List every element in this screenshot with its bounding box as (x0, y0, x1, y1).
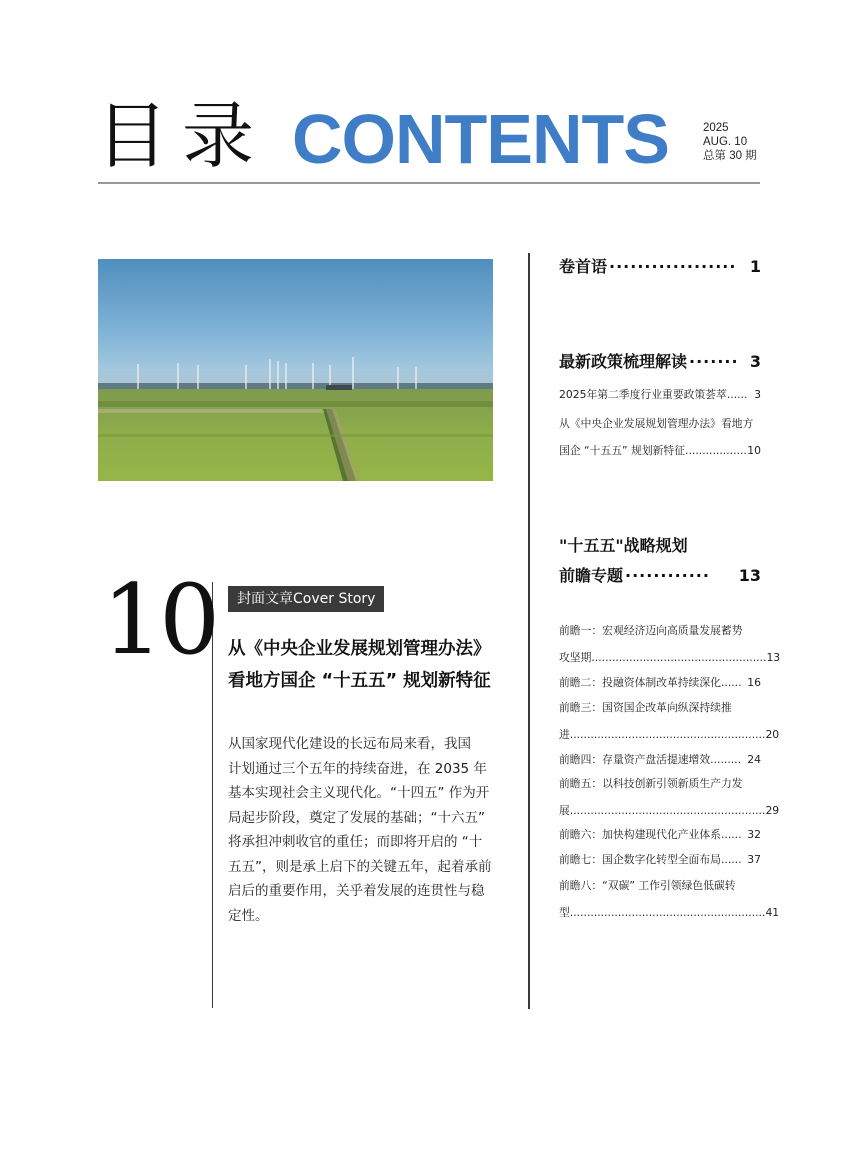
summary-line: 从国家现代化建设的长远布局来看，我国 (228, 736, 471, 752)
summary-line: 基本实现社会主义现代化。“十四五” 作为开 (228, 785, 490, 801)
toc-page-number: 13 (766, 651, 781, 664)
toc-item-strategy-1[interactable] (559, 624, 781, 665)
toc-page-number: 1 (749, 257, 761, 276)
toc-leader-dots: ......................................................... (569, 804, 766, 817)
toc-item-policy-1[interactable] (559, 388, 761, 402)
toc-item-label-line1: 前瞻一：宏观经济迈向高质量发展蓄势 (559, 624, 743, 637)
summary-line: 五五”，则是承上启下的关键五年，起着承前 (228, 858, 492, 875)
toc-section-preface[interactable] (559, 256, 761, 278)
issue-info (703, 121, 757, 163)
toc-page-number: 24 (747, 753, 761, 766)
cover-photo (98, 259, 493, 481)
toc-leader-dots: ...... (720, 676, 742, 689)
toc-item-label: 展 (559, 804, 570, 817)
toc-item-label: 2025年第二季度行业重要政策荟萃 (559, 388, 727, 401)
toc-page-number: 29 (765, 804, 780, 817)
toc-item-label-line1: 前瞻八：“双碳” 工作引领绿色低碳转 (559, 879, 736, 892)
toc-item-label: 前瞻四：存量资产盘活提速增效 (559, 753, 711, 766)
toc-leader-dots: .................. (685, 444, 747, 457)
toc-item-label: 攻坚期 (559, 651, 592, 664)
toc-item-strategy-6[interactable] (559, 828, 761, 842)
toc-page-number: 10 (747, 444, 761, 457)
toc-item-label-line1: 前瞻三：国资国企改革向纵深持续推 (559, 701, 732, 714)
toc-item-strategy-2[interactable] (559, 676, 761, 690)
cover-story-summary (228, 732, 494, 928)
toc-section-label-line1: "十五五"战略规划 (559, 536, 688, 555)
toc-page-number: 13 (738, 566, 761, 585)
toc-leader-dots: ······· (689, 352, 739, 371)
cover-title-line2: 看地方国企 “十五五” 规划新特征 (228, 671, 491, 691)
summary-line: 启后的重要作用，关乎着发展的连贯性与稳 (228, 883, 485, 899)
toc-section-strategy[interactable] (559, 535, 761, 587)
cover-story-page-number: 10 (102, 564, 217, 676)
toc-leader-dots: ...... (726, 388, 748, 401)
toc-item-strategy-5[interactable] (559, 777, 780, 818)
toc-leader-dots: ......... (710, 753, 742, 766)
toc-item-strategy-8[interactable] (559, 879, 780, 920)
cover-story-badge: 封面文章Cover Story (228, 586, 384, 612)
issue-year: 2025 (703, 122, 729, 134)
issue-date: AUG. 10 (703, 136, 748, 148)
toc-item-label: 前瞻六：加快构建现代化产业体系 (559, 828, 721, 841)
toc-item-label: 国企 “十五五” 规划新特征 (559, 444, 686, 457)
toc-item-label: 前瞻二：投融资体制改革持续深化 (559, 676, 721, 689)
toc-page-number: 37 (747, 853, 761, 866)
summary-line: 计划通过三个五年的持续奋进，在 2035 年 (228, 760, 487, 777)
toc-page-number: 3 (749, 352, 761, 371)
toc-item-label-line1: 前瞻五：以科技创新引领新质生产力发 (559, 777, 743, 790)
header-divider (98, 182, 760, 184)
summary-line: 局起步阶段，奠定了发展的基础；“十六五” (228, 809, 485, 826)
toc-item-strategy-3[interactable] (559, 701, 780, 742)
cover-title-line1: 从《中央企业发展规划管理办法》 (228, 639, 491, 659)
column-divider (528, 253, 530, 1009)
toc-leader-dots: ...... (720, 853, 742, 866)
toc-page-number: 16 (747, 676, 761, 689)
toc-section-label: 最新政策梳理解读 (559, 352, 688, 371)
summary-line: 定性。 (228, 907, 269, 924)
toc-leader-dots: ·················· (609, 257, 737, 276)
cover-story-title[interactable] (228, 633, 508, 697)
toc-section-policy[interactable] (559, 351, 761, 373)
toc-leader-dots: ············ (625, 566, 710, 585)
toc-section-label: 前瞻专题 (559, 566, 624, 585)
toc-item-policy-2[interactable] (559, 417, 761, 458)
toc-page-number: 41 (765, 906, 780, 919)
page-title-cn: 目录 (96, 94, 269, 178)
toc-page-number: 32 (747, 828, 761, 841)
toc-page-number: 3 (754, 388, 761, 401)
toc-item-label-line1: 从《中央企业发展规划管理办法》看地方 (559, 417, 754, 430)
toc-item-label: 前瞻七：国企数字化转型全面布局 (559, 853, 721, 866)
toc-item-label: 型 (559, 906, 570, 919)
toc-leader-dots: ................................................... (591, 651, 767, 664)
toc-page-number: 20 (765, 728, 780, 741)
summary-line: 将承担冲刺收官的重任；而即将开启的 “十 (228, 834, 483, 850)
toc-item-strategy-7[interactable] (559, 853, 761, 867)
page-title-en: CONTENTS (292, 100, 669, 178)
issue-number: 总第 30 期 (703, 150, 757, 162)
toc-item-strategy-4[interactable] (559, 753, 761, 767)
toc-leader-dots: ......................................................... (569, 906, 766, 919)
toc-leader-dots: ...... (720, 828, 742, 841)
toc-item-label: 进 (559, 728, 570, 741)
toc-section-label: 卷首语 (559, 257, 608, 276)
toc-leader-dots: ......................................................... (569, 728, 766, 741)
